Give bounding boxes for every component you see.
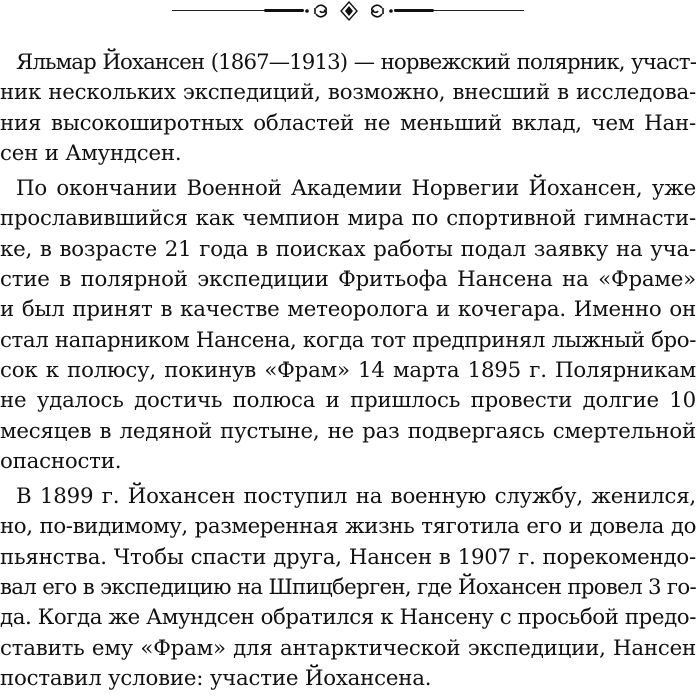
fleuron-icon bbox=[304, 0, 394, 22]
text-line: сок к полюсу, покинув «Фрам» 14 марта 1895 г. Полярникам bbox=[0, 357, 696, 383]
divider-rule-right bbox=[394, 10, 524, 11]
divider-rule-left bbox=[172, 10, 304, 11]
text-line: опасности. bbox=[0, 448, 122, 474]
text-line: стал напарником Нансена, когда тот предпринял лыжный бро- bbox=[0, 327, 696, 353]
text-line: прославившийся как чемпион мира по спортивной гимнасти- bbox=[0, 206, 696, 232]
text-line: стие в полярной экспедиции Фритьофа Нансена на «Фраме» bbox=[0, 267, 696, 293]
text-line: месяцев в ледяной пустыне, не раз подвергаясь смертельной bbox=[0, 418, 696, 444]
text-line: ния высокоширотных областей не меньший вклад, чем Нан- bbox=[0, 110, 696, 136]
text-line: В 1899 г. Йохансен поступил на военную службу, женился, bbox=[16, 484, 696, 510]
article-body bbox=[0, 48, 696, 699]
paragraph bbox=[0, 482, 696, 694]
text-line: пьянства. Чтобы спасти друга, Нансен в 1907 г. порекомендо- bbox=[0, 544, 696, 570]
text-line: вал его в экспедицию на Шпицберген, где Йохансен провел 3 го- bbox=[0, 575, 696, 601]
text-line: и был принят в качестве метеоролога и кочегара. Именно он bbox=[0, 297, 696, 323]
paragraph bbox=[0, 174, 696, 477]
text-line: ставить ему «Фрам» для антарктической экспедиции, Нансен bbox=[0, 635, 696, 661]
text-line: ке, в возрасте 21 года в поисках работы подал заявку на уча- bbox=[0, 236, 696, 262]
text-line: По окончании Военной Академии Норвегии Йохансен, уже bbox=[16, 176, 696, 202]
text-line: ник нескольких экспедиций, возможно, внесший в исследова- bbox=[0, 80, 696, 106]
paragraph bbox=[0, 48, 696, 169]
decorative-divider bbox=[0, 0, 696, 22]
text-line: но, по-видимому, размеренная жизнь тяготила его и довела до bbox=[0, 514, 696, 540]
text-line: сен и Амундсен. bbox=[0, 140, 182, 166]
text-line: поставил условие: участие Йохансена. bbox=[0, 665, 432, 691]
text-line: не удалось достичь полюса и пришлось провести долгие 10 bbox=[0, 388, 696, 414]
text-line: Яльмар Йохансен (1867—1913) — норвежский полярник, участ- bbox=[16, 50, 696, 75]
text-line: да. Когда же Амундсен обратился к Нансену с просьбой предо- bbox=[0, 605, 696, 631]
